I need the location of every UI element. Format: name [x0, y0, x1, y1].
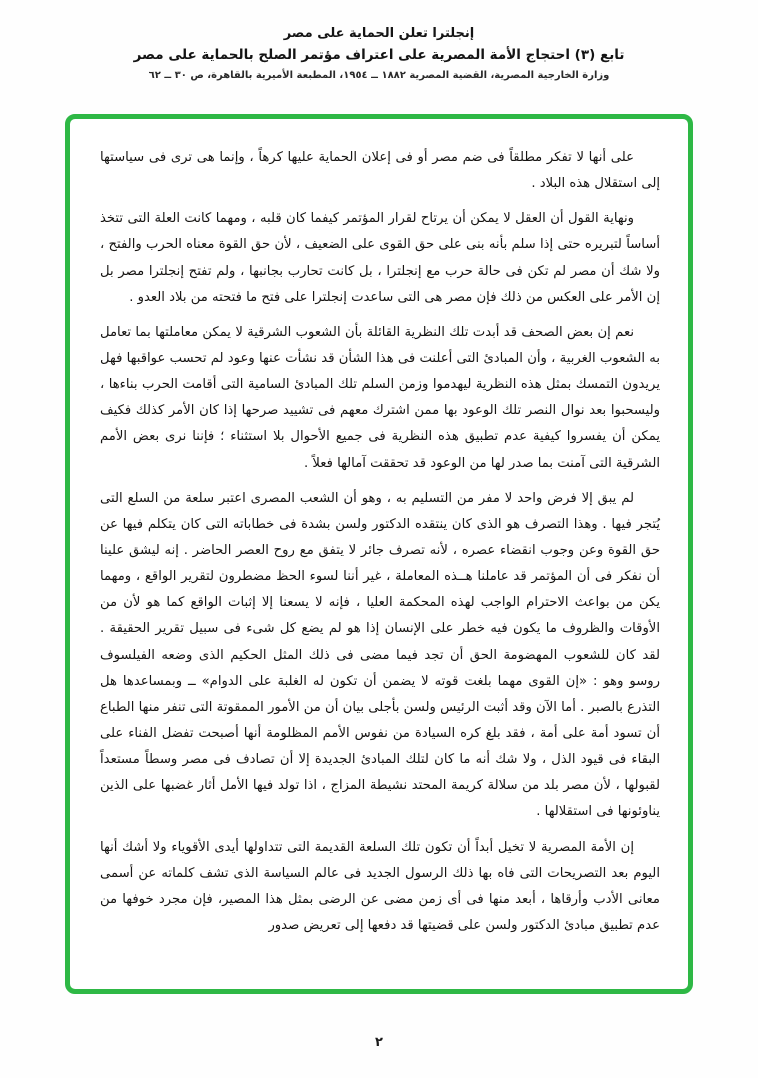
- header-title: إنجلترا تعلن الحماية على مصر: [283, 26, 475, 41]
- document-header: [0, 0, 758, 81]
- highlight-border-box: [65, 114, 693, 994]
- header-source-citation: وزارة الخارجية المصرية، القضية المصرية ١٨٨٢ ــ ١٩٥٤، المطبعة الأميرية بالقاهرة، ص ٣٠ ــ ٦٢: [148, 70, 610, 81]
- paragraph-5: إن الأمة المصرية لا تخيل أبداً أن تكون تلك السلعة القديمة التى تتداولها أيدى الأقوياء ولا أشك أنها اليوم بعد التصريحات التى فاه بها ذلك الرسول الجديد فى عالم السياسة الذى تشف كلماته عن أسمى معانى الأدب وأرقاها ، أبعد منها فى أى زمن مضى عن الرضى بمثل هذا المصير، فإن مجرد خوفها من عدم تطبيق مبادئ الدكتور ولسن على قضيتها قد دفعها إلى تعريض صدور: [100, 839, 660, 933]
- paragraph-4: لم يبق إلا فرض واحد لا مفر من التسليم به ، وهو أن الشعب المصرى اعتبر سلعة من السلع التى يُتجر فيها . وهذا التصرف هو الذى كان ينتقده الدكتور ولسن بشدة فى خطاباته التى كان يتكلم فيها عن حق القوة وعن وجوب انقضاء عصره ، لأنه تصرف جائر لا يتفق مع روح العصر الحاضر . إنه ليشق علينا أن نفكر فى أن المؤتمر قد عاملنا هــذه المعاملة ، غير أننا لسوء الحظ مضطرون لتقرير الواقع ، ومهما يكن من بواعث الاحترام الواجب لهذه المحكمة العليا ، فإنه لا يسعنا إلا إثبات الواقع كما هو لأن من الأوقات والظروف ما يكون فيه خطر على الإنسان إذا هو لم يضع كل شىء فى سبيل تقرير الحقيقة . لقد كان للشعوب المهضومة الحق أن تجد فيما مضى فى ذلك المثل الحكيم الذى وضعه الفيلسوف روسو وهو : «إن القوى مهما بلغت قوته لا يضمن أن تكون له الغلبة على الدوام» ــ وبمساعدها هل التذرع بالصبر . أما الآن وقد أثبت الرئيس ولسن بأجلى بيان أن من الأمور الممقوتة التى تنفر منها الطباع أن تسود أمة على أمة ، فقد بلغ كره السيادة من نفوس الأمم المظلومة أنها أصبحت تفضل الفناء على البقاء فى قيود الذل ، ولا شك أنه ما كان لتلك المبادئ الجديدة إلا أن تصادف فى مصر وسطاً مستعداً لقبولها ، لأن مصر بلد من سلالة كريمة المحتد نشيطة المزاج ، اذا تولد فيها الأمل أثار غضبها على الذين يناوئونها فى استقلالها .: [100, 490, 660, 820]
- paragraph-3: نعم إن بعض الصحف قد أبدت تلك النظرية القائلة بأن الشعوب الشرقية لا يمكن معاملتها بما تعامل به الشعوب الغربية ، وأن المبادئ التى أعلنت فى هذا الشأن قد نشأت عنها وعود لم تحسب عواقبها فهل يريدون التمسك بمثل هذه النظرية ليهدموا وزمن السلم تلك المبادئ السامية التى أقامت الحرب بناءها ، وليسحبوا بعد نوال النصر تلك الوعود بها ممن اشترك معهم فى تشييد صرحها إذا كان الأمر كذلك فكيف يمكن أن يفسروا كيفية عدم تطبيق هذه النظرية فى جميع الأحوال بلا استثناء ؛ فإننا نرى بعض الأمم الشرقية التى آمنت بما صدر لها من الوعود قد تحققت آمالها فعلاً .: [100, 324, 660, 471]
- paragraph-1: على أنها لا تفكر مطلقاً فى ضم مصر أو فى إعلان الحماية عليها كرهاً ، وإنما هى ترى فى سياستها إلى استقلال هذه البلاد .: [100, 150, 660, 192]
- paragraph-2: ونهاية القول أن العقل لا يمكن أن يرتاح لقرار المؤتمر كيفما كان قلبه ، ومهما كانت العلة التى تتخذ أساساً لتبريره حتى إذا سلم بأنه بنى على حق القوى على الضعيف ، لأن حق القوة معناه الحرب والفتح ، ولا شك أن مصر لم تكن فى حالة حرب مع إنجلترا ، بل كانت تحارب بجانبها ، ولم تفتح إنجلترا مصر بل إن الأمر على العكس من ذلك فإن مصر هى التى ساعدت إنجلترا على فتح ما فتحته من بلاد العدو .: [100, 211, 660, 305]
- header-subtitle: تابع (٣) احتجاج الأمة المصرية على اعتراف مؤتمر الصلح بالحماية على مصر: [133, 47, 625, 63]
- document-body-text: [70, 119, 688, 959]
- page-number: ٢: [375, 1035, 383, 1050]
